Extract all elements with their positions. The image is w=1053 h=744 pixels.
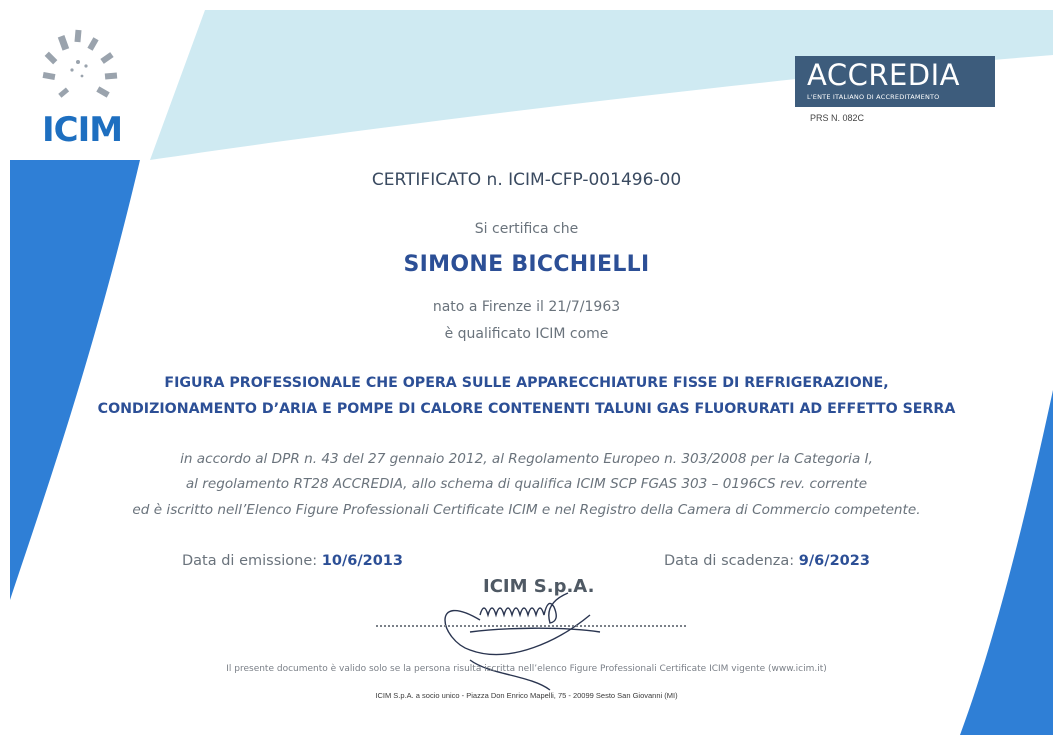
expiry-date-value: 9/6/2023 <box>798 553 870 569</box>
qualification-title-line-2: CONDIZIONAMENTO D’ARIA E POMPE DI CALORE CONTENENTI TALUNI GAS FLUORURATI AD EFFETTO SERRA <box>97 401 956 417</box>
issuer-name: ICIM S.p.A. <box>483 576 595 597</box>
right-blue-band <box>960 390 1053 735</box>
icim-logo-mark <box>43 30 118 98</box>
birth-info: nato a Firenze il 21/7/1963 <box>432 299 621 315</box>
qualified-text: è qualificato ICIM come <box>444 326 609 342</box>
certificate-intro: Si certifica che <box>474 221 579 237</box>
icim-logo-text: ICIM <box>42 110 123 150</box>
signature-line <box>376 625 686 627</box>
accredia-subtitle: L'ENTE ITALIANO DI ACCREDITAMENTO <box>807 93 940 101</box>
accredia-name: ACCREDIA <box>807 58 961 92</box>
handwritten-signature <box>445 593 600 690</box>
compliance-line-3: ed è iscritto nell’Elenco Figure Professionali Certificate ICIM e nel Registro della Camera di Commercio competente. <box>132 502 921 518</box>
compliance-line-1: in accordo al DPR n. 43 del 27 gennaio 2012, al Regolamento Europeo n. 303/2008 per la Categoria I, <box>180 451 873 467</box>
certificate-number: CERTIFICATO n. ICIM-CFP-001496-00 <box>371 170 682 190</box>
holder-name: SIMONE BICCHIELLI <box>403 252 650 277</box>
expiry-date <box>664 553 870 569</box>
accredia-logo <box>795 56 995 107</box>
qualification-title-line-1: FIGURA PROFESSIONALE CHE OPERA SULLE APPARECCHIATURE FISSE DI REFRIGERAZIONE, <box>164 375 889 391</box>
compliance-line-2: al regolamento RT28 ACCREDIA, allo schema di qualifica ICIM SCP FGAS 303 – 0196CS rev. corrente <box>185 476 868 492</box>
issue-date-value: 10/6/2013 <box>321 553 403 569</box>
expiry-date-label: Data di scadenza: <box>664 553 795 569</box>
issue-date-label: Data di emissione: <box>182 553 318 569</box>
issue-date <box>182 553 403 569</box>
prs-number: PRS N. 082C <box>810 113 865 123</box>
validity-notice: Il presente documento è valido solo se la persona risulta iscritta nell’elenco Figure Professionali Certificate ICIM vigente (www.icim.it) <box>226 664 827 674</box>
company-footer: ICIM S.p.A. a socio unico - Piazza Don Enrico Mapelli, 75 - 20099 Sesto San Giovanni (MI) <box>375 691 678 700</box>
